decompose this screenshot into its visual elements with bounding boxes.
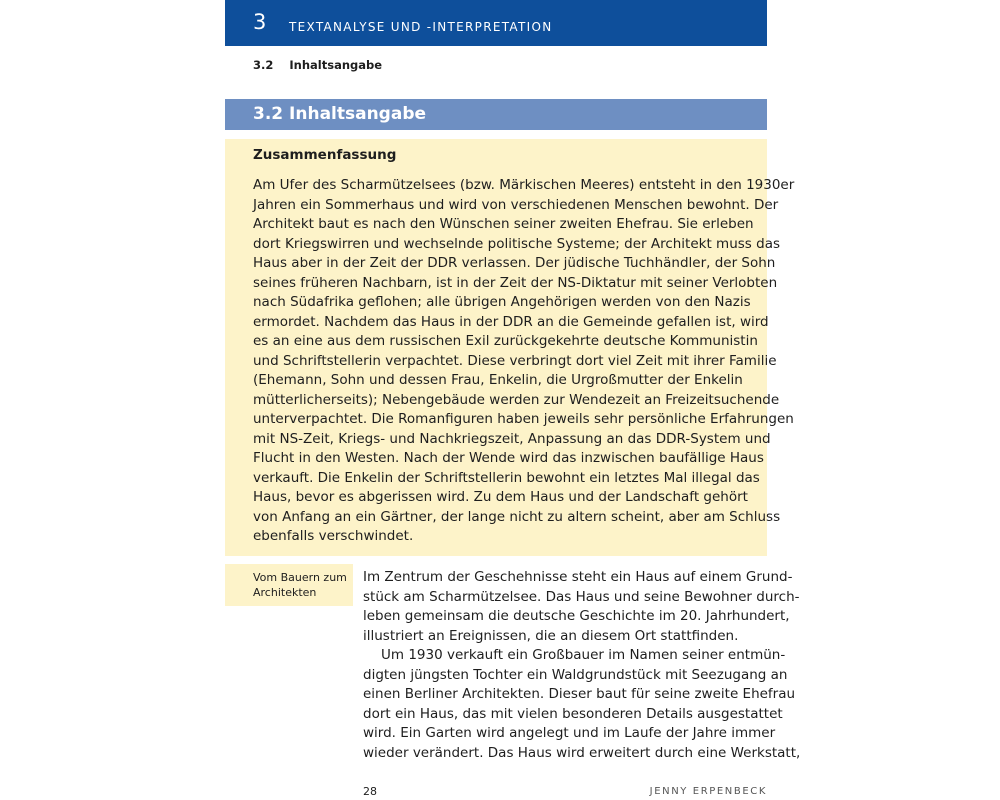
summary-line: Haus, bevor es abgerissen wird. Zu dem Haus und der Landschaft gehört — [253, 489, 748, 505]
section-heading: 3.2 Inhaltsangabe — [253, 104, 427, 124]
margin-note-text — [253, 570, 351, 600]
margin-note-line: Vom Bauern zum — [253, 571, 347, 584]
summary-line: dort Kriegswirren und wechselnde politische Systeme; der Architekt muss das — [253, 235, 780, 252]
summary-line: es an eine aus dem russischen Exil zurückgekehrte deutsche Kommunistin — [253, 333, 758, 349]
summary-line: mit NS-Zeit, Kriegs- und Nachkriegszeit, Anpassung an das DDR-System und — [253, 430, 771, 447]
page-number: 28 — [363, 785, 377, 798]
breadcrumb-number: 3.2 — [253, 58, 274, 72]
body-line: dort ein Haus, das mit vielen besonderen Details ausgestattet — [363, 705, 783, 722]
chapter-title: TEXTANALYSE UND -INTERPRETATION — [289, 20, 553, 34]
body-line: einen Berliner Architekten. Dieser baut für seine zweite Ehefrau — [363, 686, 796, 702]
summary-line: (Ehemann, Sohn und dessen Frau, Enkelin, die Urgroßmutter der Enkelin — [253, 372, 743, 388]
summary-line: Architekt baut es nach den Wünschen seiner zweiten Ehefrau. Sie erleben — [253, 216, 754, 232]
summary-text — [253, 176, 795, 547]
summary-line: unterverpachtet. Die Romanfiguren haben jeweils sehr persönliche Erfahrungen — [253, 411, 794, 427]
summary-line: und Schriftstellerin verpachtet. Diese verbringt dort viel Zeit mit ihrer Familie — [253, 352, 777, 369]
summary-line: Haus aber in der Zeit der DDR verlassen. Der jüdische Tuchhändler, der Sohn — [253, 255, 776, 271]
breadcrumb-title: Inhaltsangabe — [289, 58, 383, 72]
body-line: Um 1930 verkauft ein Großbauer im Namen seiner entmün- — [381, 647, 786, 663]
summary-line: ermordet. Nachdem das Haus in der DDR an die Gemeinde gefallen ist, wird — [253, 313, 769, 330]
summary-line: mütterlicherseits); Nebengebäude werden zur Wendezeit an Freizeitsuchende — [253, 391, 780, 408]
summary-box — [225, 139, 795, 556]
body-line: wird. Ein Garten wird angelegt und im Laufe der Jahre immer — [363, 725, 776, 741]
summary-line: verkauft. Die Enkelin der Schriftstellerin bewohnt ein letztes Mal illegal das — [253, 469, 760, 486]
body-line: wieder verändert. Das Haus wird erweitert durch eine Werkstatt, — [363, 744, 801, 761]
summary-line: Am Ufer des Scharmützelsees (bzw. Märkischen Meeres) entsteht in den 1930er — [253, 177, 795, 193]
footer-author: JENNY ERPENBECK — [649, 786, 767, 797]
body-line: digten jüngsten Tochter ein Waldgrundstück mit Seezugang an — [363, 666, 788, 683]
body-line: leben gemeinsam die deutsche Geschichte im 20. Jahrhundert, — [363, 608, 790, 624]
body-line: illustriert an Ereignissen, die an diesem Ort stattfinden. — [363, 627, 739, 644]
body-text — [363, 568, 801, 763]
margin-note — [225, 564, 353, 606]
summary-line: ebenfalls verschwindet. — [253, 528, 414, 544]
chapter-header-bar — [225, 0, 767, 46]
body-line: Im Zentrum der Geschehnisse steht ein Haus auf einem Grund- — [363, 569, 793, 585]
section-heading-bar — [225, 99, 767, 130]
summary-line: Flucht in den Westen. Nach der Wende wird das inzwischen baufällige Haus — [253, 450, 764, 466]
summary-title: Zusammenfassung — [253, 147, 397, 163]
body-line: stück am Scharmützelsee. Das Haus und seine Bewohner durch- — [363, 588, 800, 605]
margin-note-line: Architekten — [253, 586, 317, 599]
summary-line: von Anfang an ein Gärtner, der lange nicht zu altern scheint, aber am Schluss — [253, 508, 781, 525]
breadcrumb — [253, 58, 382, 72]
summary-line: Jahren ein Sommerhaus und wird von verschiedenen Menschen bewohnt. Der — [253, 196, 779, 213]
chapter-number: 3 — [253, 10, 267, 34]
summary-line: seines früheren Nachbarn, ist in der Zeit der NS-Diktatur mit seiner Verlobten — [253, 274, 778, 291]
summary-line: nach Südafrika geflohen; alle übrigen Angehörigen werden von den Nazis — [253, 294, 751, 310]
